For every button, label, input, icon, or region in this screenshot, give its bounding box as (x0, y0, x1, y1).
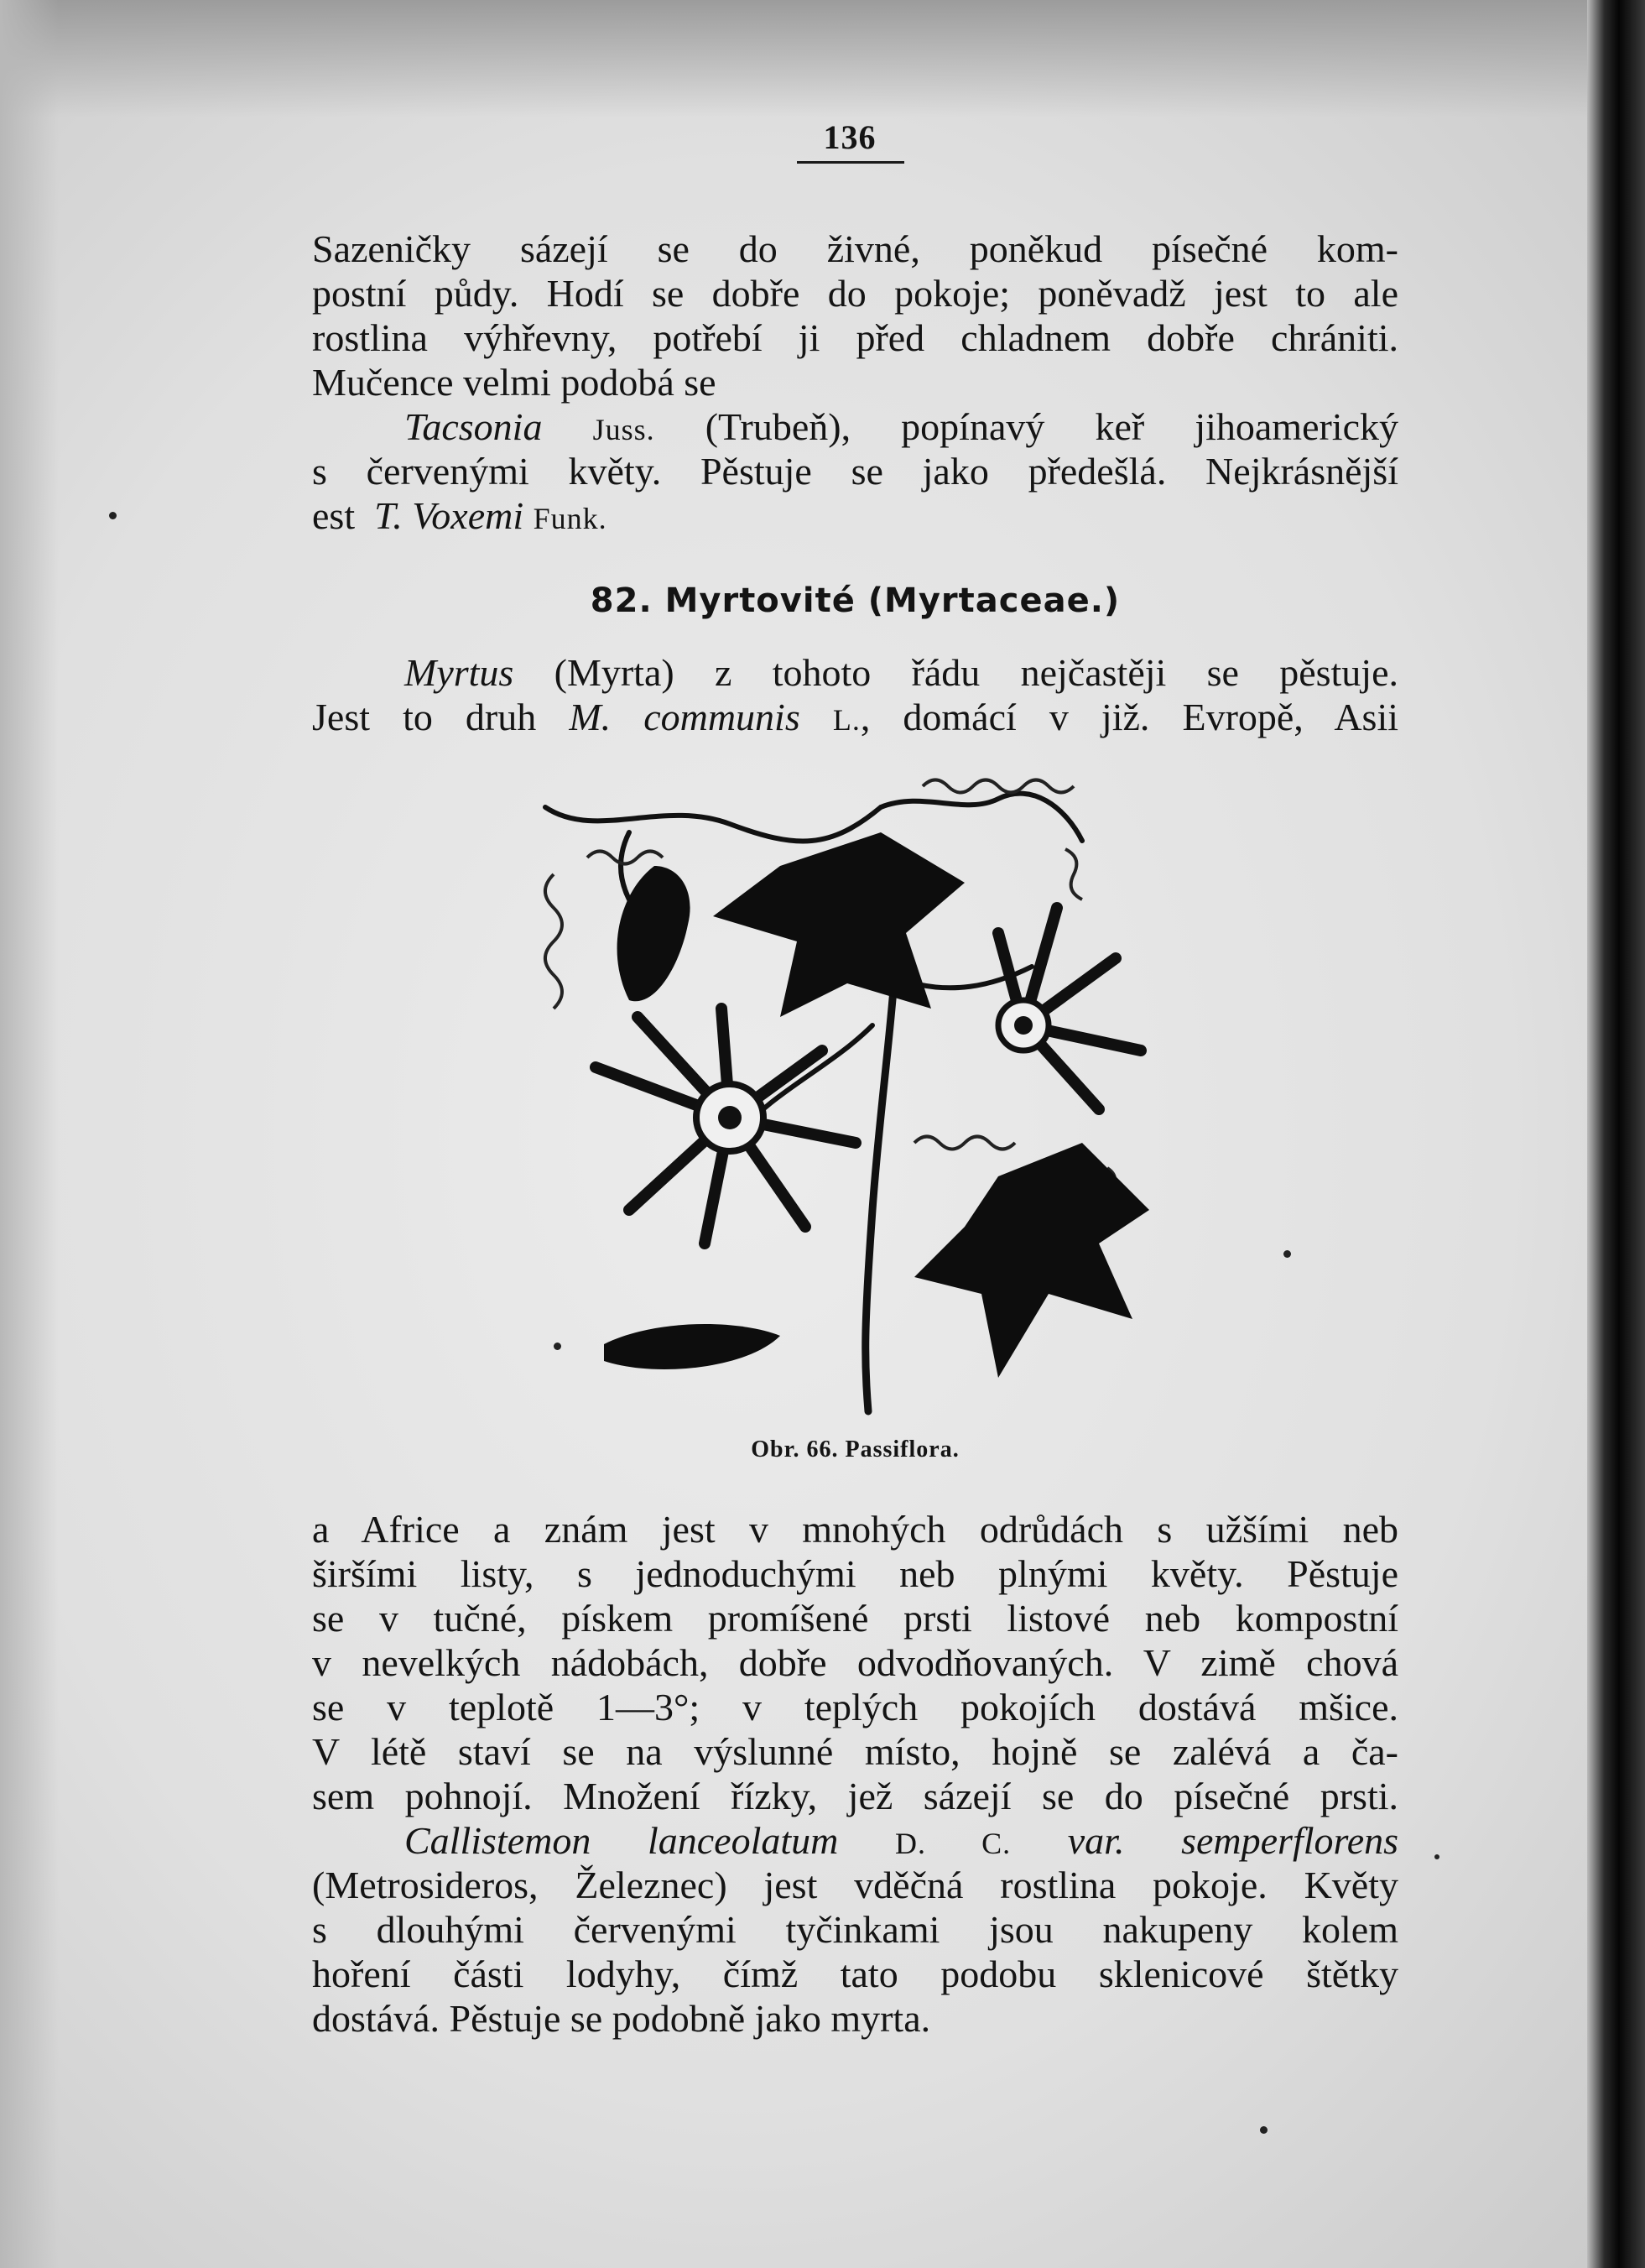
text-line: širšími listy, s jednoduchými neb plnými květy. Pěstuje (312, 1552, 1398, 1595)
author-abbrev: Funk. (533, 502, 607, 535)
text-line: Sazeničky sázejí se do živné, poněkud písečné kom- (312, 227, 1398, 270)
page-top-shadow (0, 0, 1587, 117)
callistemon-line (312, 1818, 1398, 1863)
passiflora-bud (604, 1324, 780, 1369)
genus-name: Tacsonia (404, 405, 543, 448)
print-speck (554, 1343, 561, 1350)
flower-center (718, 1106, 742, 1129)
text-line: s dlouhými červenými tyčinkami jsou nakupeny kolem (312, 1908, 1398, 1951)
vine-stem (881, 794, 1082, 841)
author-abbrev: D. C. (894, 1827, 1012, 1860)
print-speck (1260, 2126, 1268, 2134)
text-line: v nevelkých nádobách, dobře odvodňovaných. V zimě chová (312, 1641, 1398, 1684)
text-line: a Africe a znám jest v mnohých odrůdách s užšími neb (312, 1508, 1398, 1551)
text-line: se v tučné, pískem promíšené prsti listové neb kompostní (312, 1597, 1398, 1640)
myrtus-continuation (312, 1507, 1398, 2041)
text-fragment: (Myrta) z tohoto řádu nejčastěji se pěstuje. (554, 651, 1399, 694)
tendril (914, 1137, 1015, 1150)
text-line: postní půdy. Hodí se dobře do pokoje; poněvadž jest to ale (312, 272, 1398, 315)
myrtus-species-line (312, 695, 1398, 739)
page-left-shadow (0, 0, 59, 2268)
genus-name: Myrtus (404, 651, 514, 694)
text-line: (Metrosideros, Železnec) jest vděčná rostlina pokoje. Květy (312, 1864, 1398, 1906)
tendril (545, 874, 562, 1009)
species-name: T. Voxemi (374, 494, 524, 537)
figure-caption: Obr. 66. Passiflora. (751, 1436, 960, 1462)
flower-center (1014, 1016, 1033, 1035)
text-line: Mučence velmi podobá se (312, 361, 716, 404)
text-line: se v teplotě 1—3°; v teplých pokojích dostává mšice. (312, 1686, 1398, 1728)
text-fragment: est (312, 494, 356, 537)
text-line: sem pohnojí. Množení řízky, jež sázejí se do písečné prsti. (312, 1775, 1398, 1817)
paragraph-continued (312, 227, 1398, 538)
text-line: V létě staví se na výslunné místo, hojně se zalévá a ča- (312, 1730, 1398, 1773)
passiflora-leaf (914, 1143, 1149, 1378)
page-number-rule (797, 161, 904, 164)
genus-name: Callistemon lanceolatum (404, 1819, 839, 1862)
print-speck (109, 512, 117, 519)
tendril (587, 852, 663, 864)
print-speck (1434, 1854, 1439, 1859)
print-speck (1283, 1250, 1291, 1258)
tendril (1065, 849, 1082, 899)
vine-stem (545, 807, 881, 841)
book-spine (1587, 0, 1645, 2268)
text-fragment: (Trubeň), popínavý keř jihoamerický (705, 405, 1399, 448)
passiflora-leaf (713, 832, 965, 1017)
passiflora-bud (617, 866, 690, 1001)
variety-name: semperflorens (1181, 1819, 1399, 1862)
tacsonia-line (312, 404, 1398, 449)
myrtus-paragraph (312, 650, 1398, 739)
text-fragment: Jest to druh (312, 696, 537, 738)
text-fragment: , domácí v již. Evropě, Asii (860, 696, 1399, 738)
variety-label: var. (1067, 1819, 1125, 1862)
author-abbrev: L. (832, 703, 861, 737)
text-line: rostlina výhřevny, potřebí ji před chladnem dobře chrániti. (312, 316, 1398, 359)
page-number: 136 (823, 118, 877, 156)
tendril (923, 780, 1074, 793)
text-line: hoření části lodyhy, čímž tato podobu sklenicové štětky (312, 1953, 1398, 1995)
tacsonia-species-line (312, 493, 1398, 538)
myrtus-line (312, 650, 1398, 695)
passiflora-illustration (528, 774, 1208, 1428)
section-heading: 82. Myrtovité (Myrtaceae.) (590, 581, 1121, 620)
text-line: s červenými květy. Pěstuje se jako předešlá. Nejkrásnější (312, 450, 1398, 493)
species-name: M. communis (569, 696, 800, 738)
author-abbrev: Juss. (592, 413, 655, 446)
text-line: dostává. Pěstuje se podobně jako myrta. (312, 1997, 931, 2040)
